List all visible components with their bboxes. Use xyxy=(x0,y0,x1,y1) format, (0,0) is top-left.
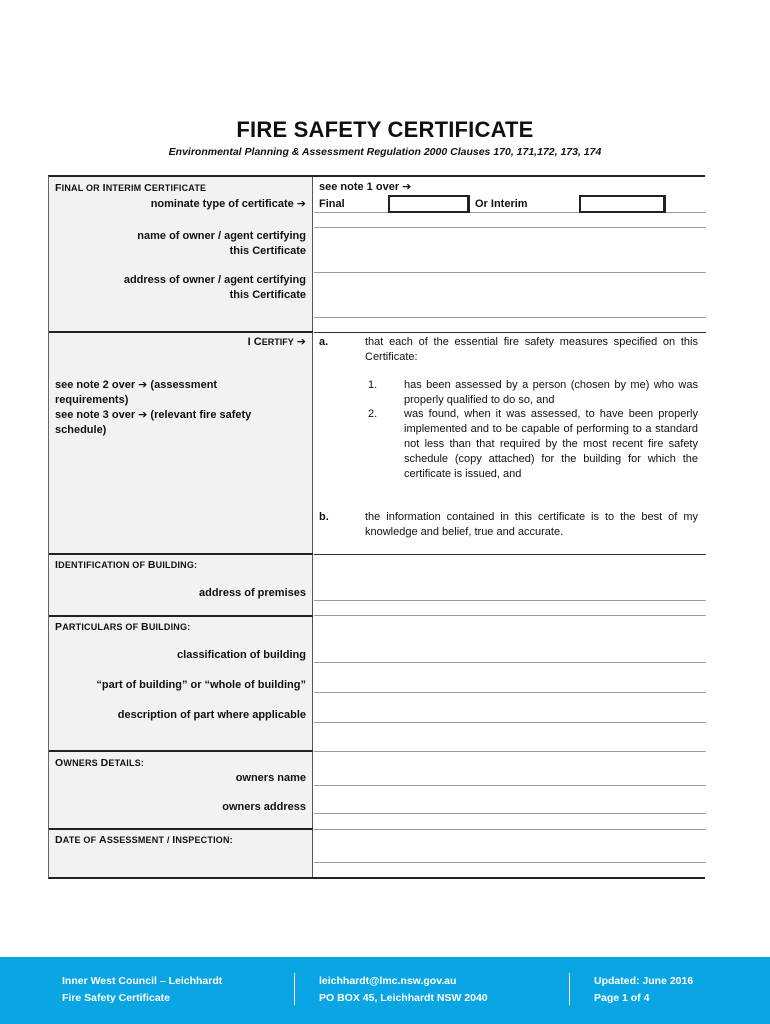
section-divider xyxy=(49,331,313,333)
date-of-assessment-heading: DATE OF ASSESSMENT / INSPECTION: xyxy=(55,834,233,846)
identification-heading: IDENTIFICATION OF BUILDING: xyxy=(55,559,198,571)
field-line xyxy=(314,722,706,723)
owners-name-label: owners name xyxy=(235,772,306,784)
owners-address-field[interactable] xyxy=(314,786,706,813)
clause-b-marker: b. xyxy=(319,511,329,523)
section-divider xyxy=(49,750,313,752)
part-or-whole-label: “part of building” or “whole of building” xyxy=(96,679,306,691)
field-line xyxy=(314,332,706,333)
address-of-premises-label: address of premises xyxy=(199,587,306,599)
footer-divider xyxy=(294,973,295,1005)
owner-agent-name-label: name of owner / agent certifying this Certificate xyxy=(137,230,306,257)
owner-agent-name-field[interactable] xyxy=(314,228,706,272)
particulars-heading: PARTICULARS OF BUILDING: xyxy=(55,621,191,633)
regulation-subtitle: Environmental Planning & Assessment Regulation 2000 Clauses 170, 171,172, 173, 174 xyxy=(168,146,602,158)
field-line xyxy=(314,813,706,814)
field-line xyxy=(314,600,706,601)
clause-b-text: the information contained in this certificate is to the best of my knowledge and belief, true and accurate. xyxy=(365,511,698,538)
footer-divider xyxy=(569,973,570,1005)
clause-a-text: that each of the essential fire safety measures specified on this Certificate: xyxy=(365,336,698,363)
clause-1-text: has been assessed by a person (chosen by me) who was properly qualified to do so, and xyxy=(404,379,698,406)
address-of-premises-field[interactable] xyxy=(314,555,706,600)
owner-agent-address-field[interactable] xyxy=(314,273,706,317)
section-divider xyxy=(49,828,313,830)
classification-field[interactable] xyxy=(314,616,706,662)
final-checkbox[interactable] xyxy=(388,195,470,213)
field-line xyxy=(314,862,706,863)
certificate-type-heading: FINAL OR INTERIM CERTIFICATE xyxy=(55,182,207,194)
clause-1-marker: 1. xyxy=(368,379,378,391)
footer-email[interactable]: leichhardt@lmc.nsw.gov.au xyxy=(319,975,457,987)
footer-contact: leichhardt@lmc.nsw.gov.au PO BOX 45, Leichhardt NSW 2040 xyxy=(319,975,488,1004)
section-divider xyxy=(49,553,313,555)
clause-a-marker: a. xyxy=(319,336,329,348)
clause-2-text: was found, when it was assessed, to have been properly implemented and to be capable of performing to a standard not less than that required by the most recent fire safety schedule (copy attached) for the building for which the certificate is issued, and xyxy=(404,408,698,480)
interim-option-label: Or Interim xyxy=(475,198,528,210)
description-of-part-field[interactable] xyxy=(314,693,706,722)
certificate-form xyxy=(48,175,705,879)
page-footer xyxy=(0,957,770,1024)
final-option-label: Final xyxy=(319,198,345,210)
owners-address-label: owners address xyxy=(222,801,306,813)
field-line xyxy=(314,317,706,318)
page-title: FIRE SAFETY CERTIFICATE xyxy=(236,117,534,142)
nominate-type-label: nominate type of certificate ➔ xyxy=(150,198,306,210)
owners-details-heading: OWNERS DETAILS: xyxy=(55,757,145,769)
description-of-part-label: description of part where applicable xyxy=(117,709,306,721)
footer-council: Inner West Council – Leichhardt Fire Safety Certificate xyxy=(62,975,223,1004)
date-of-assessment-field[interactable] xyxy=(314,830,706,862)
footer-updated: Updated: June 2016 Page 1 of 4 xyxy=(594,975,694,1004)
part-or-whole-field[interactable] xyxy=(314,663,706,692)
section-divider xyxy=(49,615,313,617)
classification-label: classification of building xyxy=(177,649,306,661)
owners-name-field[interactable] xyxy=(314,752,706,785)
clause-2-marker: 2. xyxy=(368,408,378,420)
certify-notes: see note 2 over ➔ (assessment requirements) see note 3 over ➔ (relevant fire safety schedule) xyxy=(55,379,252,436)
i-certify-label: I CERTIFY ➔ xyxy=(247,336,306,348)
interim-checkbox[interactable] xyxy=(579,195,666,213)
note-1-text: see note 1 over ➔ xyxy=(319,181,412,193)
owner-agent-address-label: address of owner / agent certifying this Certificate xyxy=(123,274,306,301)
